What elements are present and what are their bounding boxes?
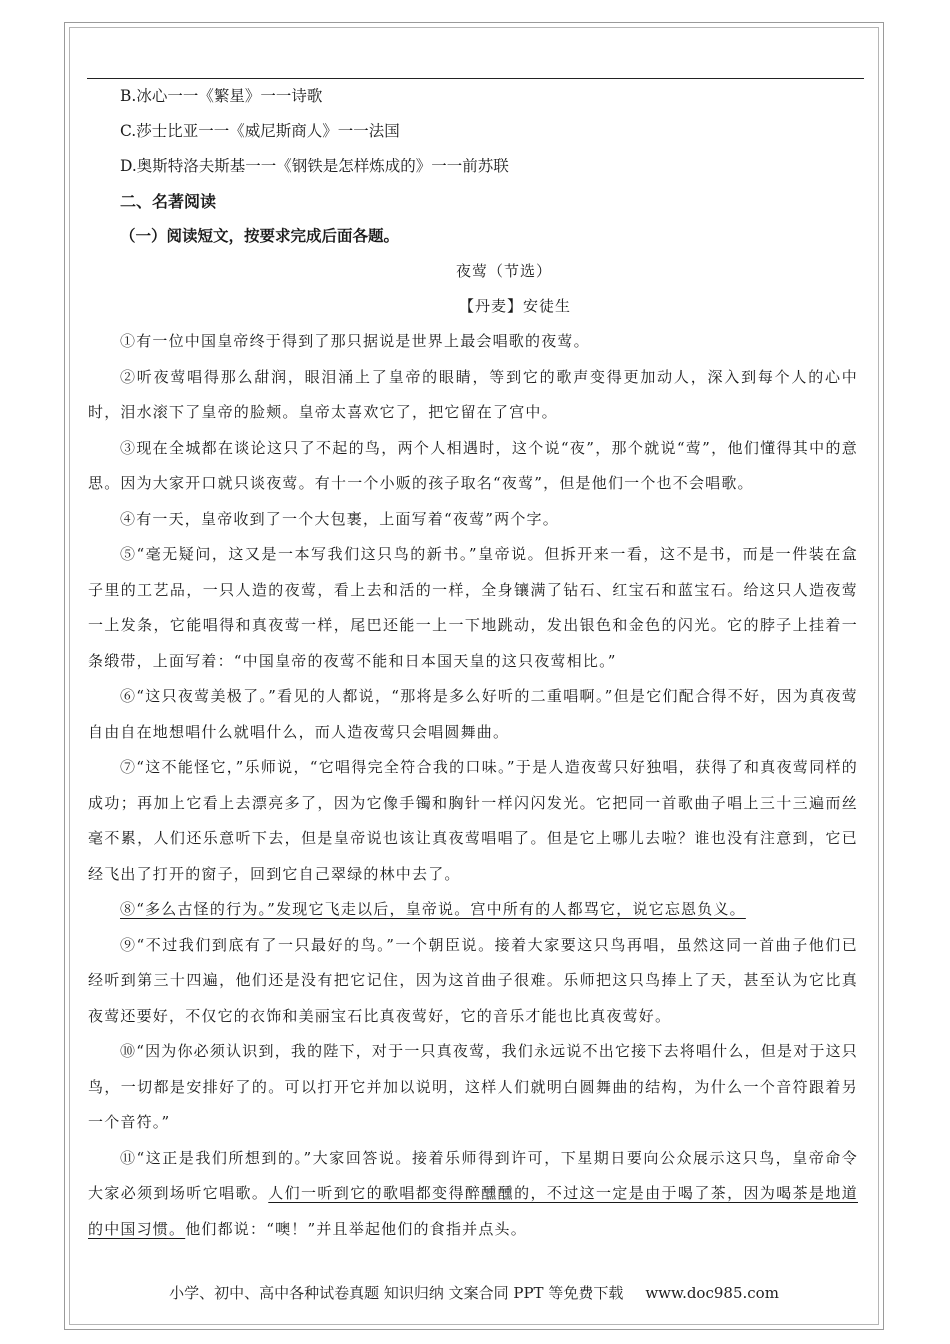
option-d: D.奥斯特洛夫斯基一一《钢铁是怎样炼成的》一一前苏联: [120, 157, 509, 175]
article-author: 【丹麦】安徒生: [458, 297, 571, 315]
paragraph-1: ①有一位中国皇帝终于得到了那只据说是世界上最会唱歌的夜莺。: [120, 332, 590, 350]
paragraph-4: ④有一天，皇帝收到了一个大包裹，上面写着“夜莺”两个字。: [120, 509, 559, 528]
article-title: 夜莺（节选）: [455, 262, 552, 280]
underlined-sentence-8: ⑧“多么古怪的行为。”发现它飞走以后，皇帝说。宫中所有的人都骂它，说它忘恩负义。: [120, 900, 746, 918]
document-body: [88, 79, 858, 1247]
page-footer: [64, 1281, 884, 1305]
option-c: C.莎士比亚一一《威尼斯商人》一一法国: [120, 122, 400, 140]
footer-site-link[interactable]: www.doc985.com: [645, 1284, 779, 1302]
underlined-sentence-11: 人们一听到它的歌唱都变得醉醺醺的，不过这一定是由于喝了茶，因为喝茶是地道的中国习惯。: [88, 1184, 858, 1238]
section-subheading: （一）阅读短文，按要求完成后面各题。: [120, 227, 400, 245]
paragraph-6: ⑥“这只夜莺美极了。”看见的人都说，“那将是多么好听的二重唱啊。”但是它们配合得不好，因为真夜莺自由自在地想唱什么就唱什么，而人造夜莺只会唱圆舞曲。: [88, 687, 858, 741]
section-heading: 二、名著阅读: [120, 192, 217, 211]
paragraph-7: ⑦“这不能怪它，”乐师说，“它唱得完全符合我的口味。”于是人造夜莺只好独唱，获得了和真夜莺同样的成功；再加上它看上去漂亮多了，因为它像手镯和胸针一样闪闪发光。它把同一首歌曲子唱上三十三遍而丝毫不累，人们还乐意听下去，但是皇帝说也该让真夜莺唱唱了。但是它上哪儿去啦？谁也没有注意到，它已经飞出了打开的窗子，回到它自己翠绿的林中去了。: [88, 758, 858, 883]
option-b: B.冰心一一《繁星》一一诗歌: [120, 87, 323, 105]
paragraph-8: [88, 892, 858, 928]
paragraph-11: [88, 1141, 858, 1248]
paragraph-11-start: ⑪“这正是我们所想到的。”大家回答说。接着乐师得到许可，下星期日要向公众展示这只鸟，皇帝命令大家必须到场听它唱歌。: [88, 1148, 858, 1202]
paragraph-11-end: 他们都说：“噢！”并且举起他们的食指并点头。: [185, 1219, 527, 1238]
paragraph-10: ⑩“因为你必须认识到，我的陛下，对于一只真夜莺，我们永远说不出它接下去将唱什么，但是对于这只鸟，一切都是安排好了的。可以打开它并加以说明，这样人们就明白圆舞曲的结构，为什么一个音符跟着另一个音符。”: [88, 1042, 858, 1131]
footer-text: 小学、初中、高中各种试卷真题 知识归纳 文案合同 PPT 等免费下载: [169, 1284, 624, 1302]
paragraph-9: ⑨“不过我们到底有了一只最好的鸟。”一个朝臣说。接着大家要这只鸟再唱，虽然这同一首曲子他们已经听到第三十四遍，他们还是没有把它记住，因为这首曲子很难。乐师把这只鸟捧上了天，甚至认为它比真夜莺还要好，不仅它的衣饰和美丽宝石比真夜莺好，它的音乐才能也比真夜莺好。: [88, 935, 858, 1025]
paragraph-5: ⑤“毫无疑问，这又是一本写我们这只鸟的新书。”皇帝说。但拆开来一看，这不是书，而是一件装在盒子里的工艺品，一只人造的夜莺，看上去和活的一样，全身镶满了钻石、红宝石和蓝宝石。给这只人造夜莺一上发条，它能唱得和真夜莺一样，尾巴还能一上一下地跳动，发出银色和金色的闪光。它的脖子上挂着一条缎带，上面写着：“中国皇帝的夜莺不能和日本国天皇的这只夜莺相比。”: [88, 545, 858, 670]
paragraph-2: ②听夜莺唱得那么甜润，眼泪涌上了皇帝的眼睛，等到它的歌声变得更加动人，深入到每个人的心中时，泪水滚下了皇帝的脸颊。皇帝太喜欢它了，把它留在了宫中。: [88, 367, 858, 421]
paragraph-3: ③现在全城都在谈论这只了不起的鸟，两个人相遇时，这个说“夜”，那个就说“莺”，他们懂得其中的意思。因为大家开口就只谈夜莺。有十一个小贩的孩子取名“夜莺”，但是他们一个也不会唱歌。: [88, 438, 858, 492]
